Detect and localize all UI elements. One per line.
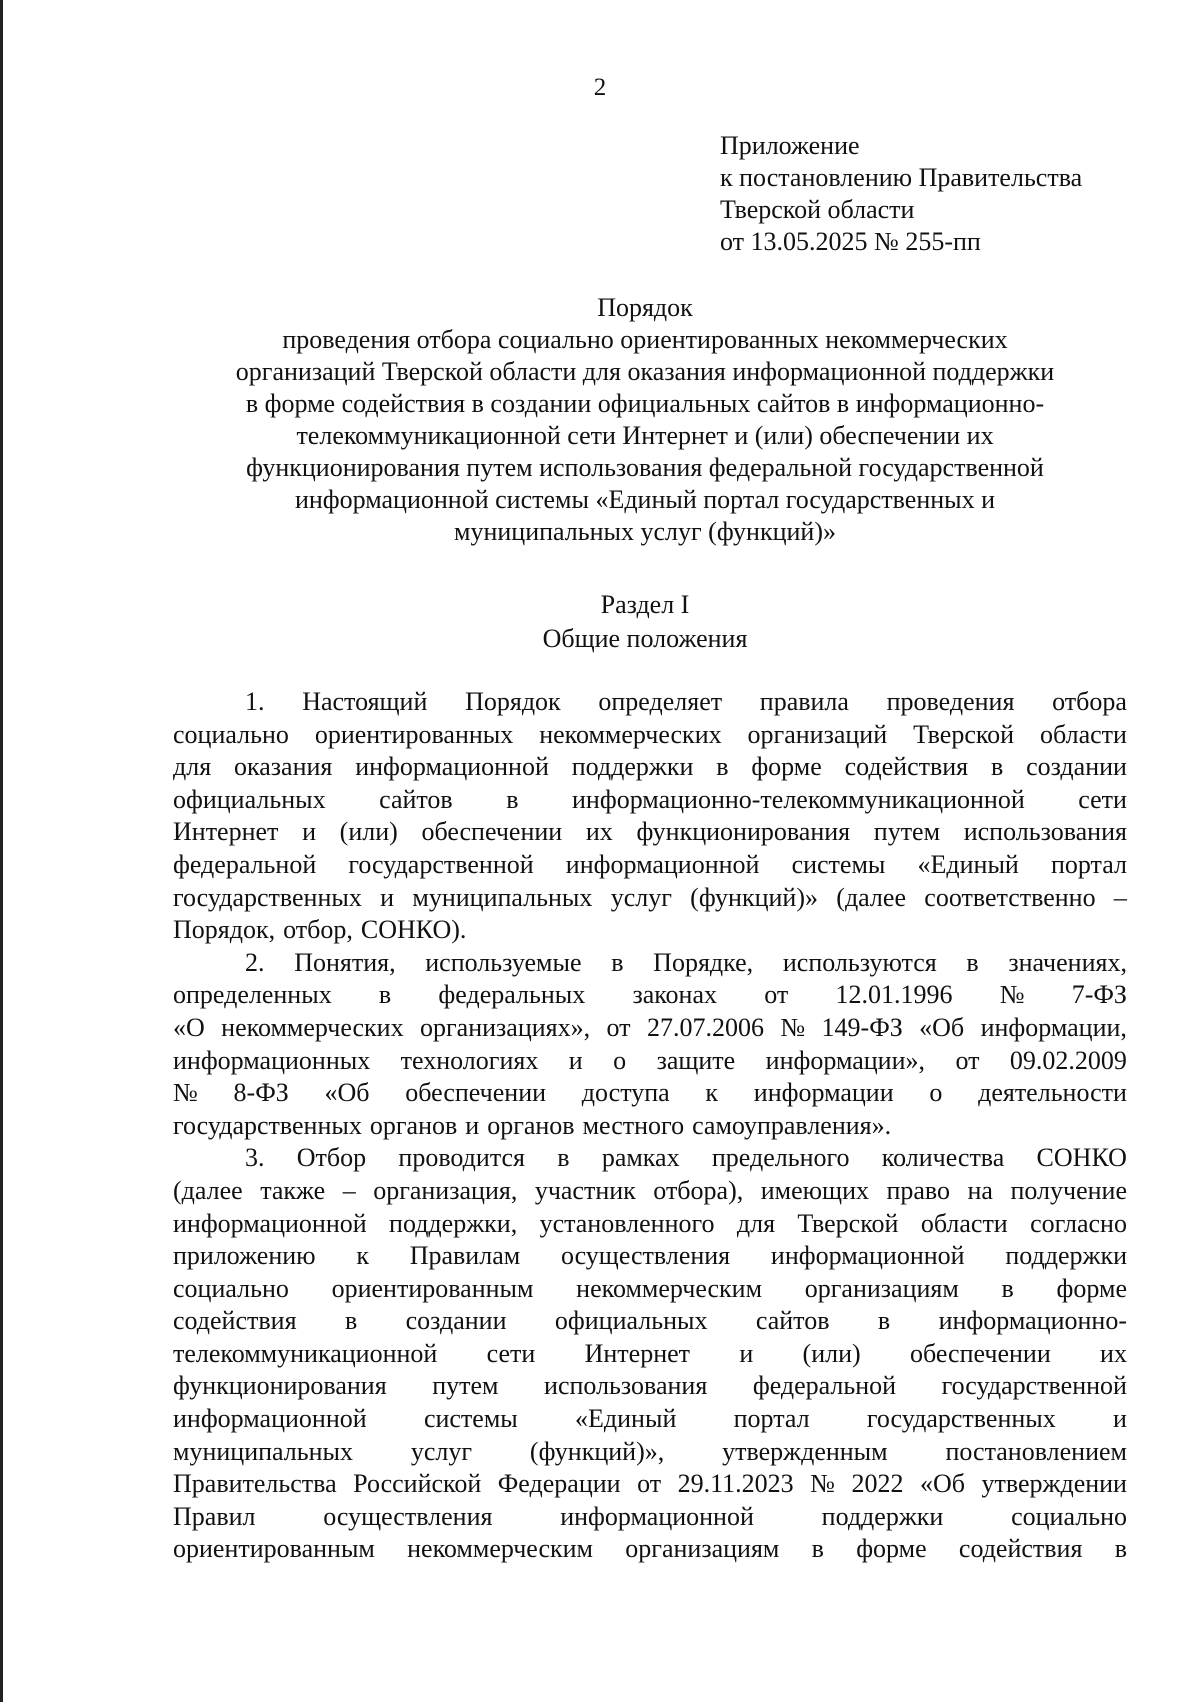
title-line: телекоммуникационной сети Интернет и (или) обеспечении их [296, 421, 994, 450]
text-line: «О некоммерческих организациях», от 27.07.2006 № 149-ФЗ «Об информации, [173, 1012, 1127, 1042]
appendix-line: от 13.05.2025 № 255-пп [720, 227, 981, 256]
page-edge-shadow [0, 0, 3, 1702]
text-line: государственных и муниципальных услуг (функций)» (далее соответственно – [173, 882, 1127, 912]
text-line: 2. Понятия, используемые в Порядке, используются в значениях, [245, 947, 1127, 977]
text-line: ориентированным некоммерческим организациям в форме содействия в [173, 1534, 1127, 1564]
text-line: 3. Отбор проводится в рамках предельного количества СОНКО [245, 1143, 1127, 1173]
text-line: приложению к Правилам осуществления информационной поддержки [173, 1241, 1127, 1271]
title-line: проведения отбора социально ориентированных некоммерческих [282, 325, 1008, 354]
text-line: социально ориентированным некоммерческим организациям в форме [173, 1273, 1127, 1303]
text-line: 1. Настоящий Порядок определяет правила проведения отбора [245, 687, 1127, 716]
page-number: 2 [593, 74, 607, 101]
body-text [173, 686, 1127, 1566]
title-line: в форме содействия в создании официальных сайтов в информационно- [245, 389, 1045, 418]
text-line: содействия в создании официальных сайтов в информационно- [173, 1306, 1127, 1336]
text-line: определенных в федеральных законах от 12.01.1996 № 7-ФЗ [173, 980, 1127, 1010]
text-line: информационной системы «Единый портал государственных и [173, 1404, 1127, 1434]
title-line: информационной системы «Единый портал государственных и [294, 485, 996, 514]
paragraph-1 [173, 686, 1127, 947]
title-line: функционирования путем использования федеральной государственной [246, 453, 1044, 482]
text-line: федеральной государственной информационной системы «Единый портал [173, 849, 1127, 879]
text-line: Правительства Российской Федерации от 29.11.2023 № 2022 «Об утверждении [173, 1469, 1127, 1499]
section-name: Общие положения [542, 624, 748, 653]
text-line: телекоммуникационной сети Интернет и (или) обеспечении их [173, 1338, 1127, 1368]
title-heading: Порядок [597, 293, 693, 322]
text-line: Интернет и (или) обеспечении их функционирования путем использования [173, 817, 1127, 847]
appendix-line: к постановлению Правительства [720, 163, 1083, 192]
text-line: Порядок, отбор, СОНКО). [173, 915, 467, 945]
text-line: информационных технологиях и о защите информации», от 09.02.2009 [173, 1045, 1127, 1075]
appendix-line: Приложение [720, 131, 860, 160]
text-line: функционирования путем использования федеральной государственной [173, 1371, 1127, 1401]
document-title [160, 292, 1130, 548]
title-line: муниципальных услуг (функций)» [454, 517, 836, 546]
text-line: Правил осуществления информационной поддержки социально [173, 1501, 1127, 1531]
text-line: для оказания информационной поддержки в форме содействия в создании [173, 752, 1127, 782]
paragraph-3 [173, 1142, 1127, 1566]
text-line: социально ориентированных некоммерческих организаций Тверской области [173, 719, 1127, 749]
title-line: организаций Тверской области для оказания информационной поддержки [235, 357, 1055, 386]
section-number: Раздел I [600, 590, 690, 619]
text-line: информационной поддержки, установленного для Тверской области согласно [173, 1208, 1127, 1238]
text-line: государственных органов и органов местного самоуправления». [173, 1110, 892, 1140]
appendix-line: Тверской области [720, 195, 915, 224]
text-line: № 8-ФЗ «Об обеспечении доступа к информации о деятельности [173, 1078, 1127, 1108]
text-line: (далее также – организация, участник отбора), имеющих право на получение [173, 1175, 1127, 1205]
text-line: муниципальных услуг (функций)», утвержденным постановлением [173, 1436, 1127, 1466]
section-heading [160, 588, 1130, 656]
appendix-header [720, 130, 1082, 258]
text-line: официальных сайтов в информационно-телекоммуникационной сети [173, 784, 1127, 814]
paragraph-2 [173, 947, 1127, 1143]
